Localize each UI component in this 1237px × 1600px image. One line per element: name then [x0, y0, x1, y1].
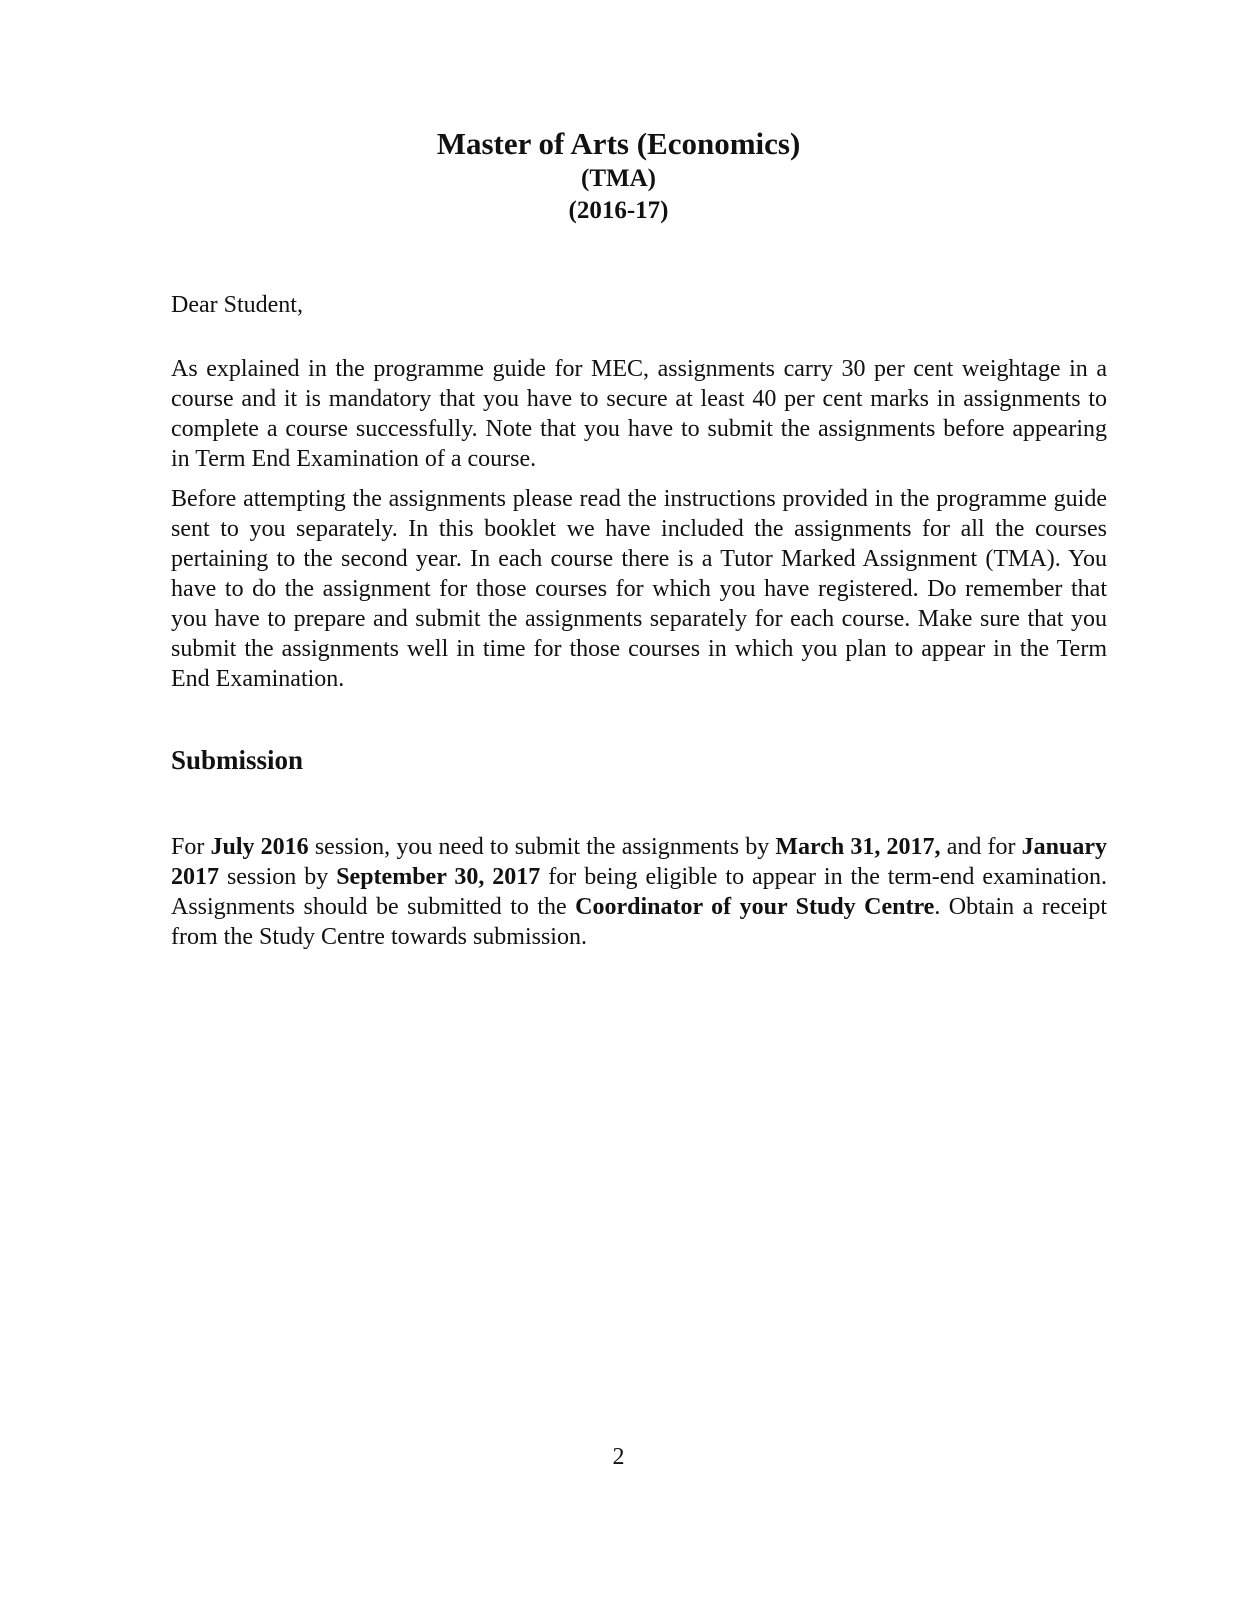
- submission-text: session by: [219, 864, 337, 890]
- document-year: (2016-17): [568, 197, 669, 224]
- submission-text: For: [171, 834, 211, 860]
- coordinator-study-centre: Coordinator of your Study Centre: [575, 894, 935, 920]
- submission-heading: Submission: [171, 745, 304, 775]
- page-number: 2: [612, 1444, 625, 1470]
- document-title: Master of Arts (Economics): [436, 126, 801, 161]
- deadline-march-2017: March 31, 2017,: [775, 834, 941, 860]
- salutation: Dear Student,: [171, 292, 303, 318]
- session-january-2017: January 2017: [171, 834, 1108, 890]
- deadline-september-2017: September 30, 2017: [336, 864, 541, 890]
- submission-text: for being eligible to appear in the term-end examination. Assignments should be submitted to the: [171, 864, 1108, 920]
- intro-paragraph: As explained in the programme guide for MEC, assignments carry 30 per cent weightage in a course and it is mandatory that you have to secure at least 40 per cent marks in assignments to complete a course successfully. Note that you have to submit the assignments before appearing in Term End Examination of a course.: [171, 356, 1107, 472]
- document-subtitle: (TMA): [581, 165, 656, 192]
- submission-text: and for: [940, 834, 1022, 860]
- submission-text: . Obtain a receipt from the Study Centre towards submission.: [171, 894, 1107, 950]
- submission-paragraph: [171, 832, 1107, 952]
- instructions-paragraph: Before attempting the assignments please read the instructions provided in the programme guide sent to you separately. In this booklet we have included the assignments for all the courses pertaining to the second year. In each course there is a Tutor Marked Assignment (TMA). You have to do the assignment for those courses for which you have registered. Do remember that you have to prepare and submit the assignments separately for each course. Make sure that you submit the assignments well in time for those courses in which you plan to appear in the Term End Examination.: [171, 486, 1107, 692]
- submission-text: session, you need to submit the assignments by: [308, 834, 776, 860]
- session-july-2016: July 2016: [210, 834, 309, 860]
